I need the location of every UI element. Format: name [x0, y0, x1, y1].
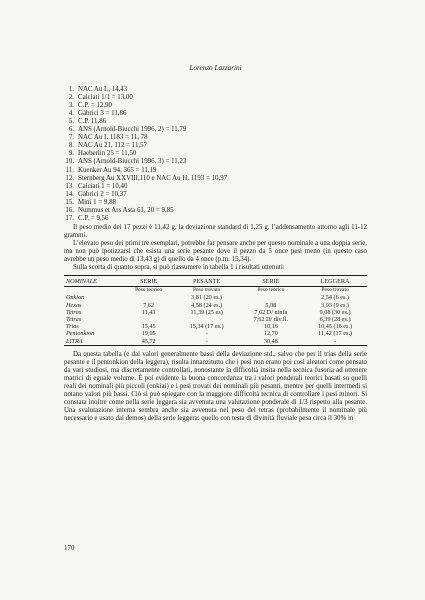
list-number: 9.	[68, 150, 74, 158]
table-row	[64, 294, 367, 301]
list-number: 2.	[68, 94, 74, 102]
list-text: NAC Au 21, 112 = 11,57	[78, 142, 148, 150]
table-cell: 7,62 D/ ninfa	[254, 308, 288, 316]
list-text: Gàbrici 2 = 10,37	[78, 190, 127, 198]
list-number: 3.	[68, 102, 74, 110]
table-cell: 10,45 (16 es.)	[318, 323, 353, 331]
table-row	[64, 338, 367, 346]
list-text: Sternberg Au XXVIII,110 e NAC Au H, 1193 = 10,97	[78, 174, 228, 182]
table-cell: 7,62	[143, 301, 155, 309]
list-item	[64, 199, 367, 207]
list-number: 6.	[68, 126, 74, 134]
list-text: Haeberlin 25 = 11,50	[78, 150, 137, 158]
table-cell: 5,08	[265, 301, 277, 309]
table-cell	[123, 294, 175, 301]
table-cell: 30,48	[239, 338, 304, 346]
list-text: C.P. = 9,56	[78, 214, 109, 222]
table-header: PESANTE	[175, 276, 239, 287]
list-number: 13.	[65, 182, 74, 190]
table-cell: 12,70	[263, 330, 278, 338]
table-cell	[239, 294, 304, 301]
list-number: 16.	[65, 206, 74, 214]
table-cell: 19,05	[141, 330, 156, 338]
list-text: C.P. 11,86	[78, 118, 107, 126]
table-cell	[175, 316, 239, 323]
list-text: NAC Au I, 1183 = 11, 78	[78, 134, 148, 142]
paragraph-double-series: L’elevato peso dei primi tre esemplari, potrebbe far pensare anche per questo nominale a una doppia serie, ma non può ipotizzarsi che esista una serie pesante dove il pezzo da 5 once pesi meno (in questo caso avrebbe un peso medio di 13,43 g) di quello da 4 once (p.m. 15,34).	[64, 239, 367, 264]
list-item	[64, 215, 367, 223]
table-row	[64, 309, 367, 316]
list-text: ANS (Arnold-Biucchi 1996, 3) = 11,23	[78, 158, 187, 166]
list-number: 11.	[65, 166, 74, 174]
table-cell: 3,81 (20 es.)	[191, 294, 223, 302]
list-item	[64, 150, 367, 158]
list-text: NAC Au L, 14,43	[78, 86, 128, 94]
table-row	[64, 330, 367, 337]
table-cell: Hexas	[66, 301, 82, 309]
table-cell: 2,54 (6 es.)	[321, 294, 349, 302]
list-item	[64, 158, 367, 166]
table-cell: -	[303, 338, 367, 346]
list-number: 17.	[65, 214, 74, 222]
list-text: Calciati 1/1 = 13,00	[78, 94, 133, 102]
list-number: 10.	[65, 158, 74, 166]
table-cell: 11,42 (17 es.)	[318, 330, 352, 338]
list-item	[64, 175, 367, 183]
table-cell: 4,58 (24 es.)	[191, 301, 223, 309]
table-subheader-row	[64, 287, 367, 295]
list-item	[64, 142, 367, 150]
results-table	[64, 275, 367, 346]
list-number: 12.	[65, 174, 74, 182]
list-text: Calciati 1 = 10,40	[78, 182, 128, 190]
table-header: SERIE	[123, 276, 175, 287]
list-item	[64, 207, 367, 215]
table-cell: Pentonkion	[66, 330, 95, 338]
table-cell: Onkion	[66, 294, 85, 302]
list-number: 15.	[65, 198, 74, 206]
list-number: 8.	[68, 142, 74, 150]
table-cell: 11,43	[141, 308, 156, 316]
list-number: 14.	[65, 190, 74, 198]
list-item	[64, 102, 367, 110]
list-item	[64, 134, 367, 142]
list-item	[64, 183, 367, 191]
table-cell: 11,39 (25 es)	[190, 308, 223, 316]
list-text: C.P. = 12,90	[78, 102, 112, 110]
list-item	[64, 191, 367, 199]
table-cell	[123, 316, 175, 323]
list-text: Mini 1 = 9,88	[78, 198, 116, 206]
table-header: NOMINALE	[64, 276, 123, 287]
table-subheader: Peso trovato	[321, 287, 349, 294]
list-number: 7.	[68, 134, 74, 142]
table-header-row	[64, 276, 367, 287]
table-subheader: Peso trovato	[192, 287, 221, 294]
table-cell: 15,45	[141, 323, 156, 331]
list-text: Gàbrici 3 = 11,86	[78, 110, 127, 118]
list-number: 1.	[68, 86, 74, 94]
list-item	[64, 94, 367, 102]
table-cell: 9,08 (30 es.)	[319, 308, 351, 316]
table-cell: LITRA	[64, 338, 123, 346]
list-item	[64, 110, 367, 118]
table-cell: 3,93 (9 es.)	[321, 301, 349, 309]
weights-list	[64, 86, 367, 223]
table-cell: 45,72	[123, 338, 175, 346]
table-cell: Tetras	[66, 315, 82, 323]
table-header: SERIE	[239, 276, 304, 287]
table-subheader	[64, 287, 123, 295]
table-cell: -	[175, 338, 239, 346]
list-text: Kuenker Au 94, 365 = 11,19	[78, 166, 157, 174]
table-row	[64, 316, 367, 323]
table-subheader: Peso teorico	[135, 287, 163, 294]
running-head: Lorenzo Lazzarini	[189, 64, 242, 72]
page-number: 170	[64, 544, 75, 552]
list-text: Nummus et Ars Asta 61, 20 = 9,85	[78, 206, 174, 214]
table-cell: 7,62 D/ div.fl.	[253, 315, 289, 323]
list-item	[64, 126, 367, 134]
table-subheader: Peso teorico	[257, 287, 285, 294]
table-cell: -	[205, 330, 208, 338]
table-header: LEGGERA	[303, 276, 367, 287]
paragraph-analysis: Da questa tabella (e dai valori generalmente bassi della deviazione std., salvo che per il trias della serie pesante e il pentonkion della leggera), risulta innanzitutto che i pesi non erano poi così aleatori come pensato da vari studiosi, ma discretamente controllati, nonostante la difficoltà insita nella tecnica fusoria ad ottenere matrici di eguale volume. È poi evidente la buona concordanza tra i valori ponderali teorici basati su quelli reali dei nominali più piccoli (onkiai) e i pesi trovati dei nominali più pesanti, mentre per quelli intermedi si notano valori più bassi. Ciò si può spiegare con la maggiore difficoltà tecnica di controllare i pesi minori. Si constata inoltre come nella serie leggera sia avvenuta una valutazione ponderale di 1/3 rispetto alla pesante. Una svalutazione interna sembra anche sia avvenuta nel peso del tetras (probabilmente il nominale più necessario e usato dal demos) della serie leggera: quello con testa di divinità fluviale pesa circa il 30% in	[64, 350, 367, 423]
list-item	[64, 86, 367, 94]
table-cell: Tetras	[66, 308, 82, 316]
table-row	[64, 302, 367, 309]
table-row	[64, 323, 367, 330]
list-text: ANS (Arnold-Biucchi 1996, 2) = 11,79	[78, 126, 187, 134]
table-cell: 6,39 (28 es.)	[319, 315, 351, 323]
list-item	[64, 118, 367, 126]
list-item	[64, 167, 367, 175]
list-number: 5.	[68, 118, 74, 126]
paragraph-mean-weight: Il peso medio dei 17 pezzi è 11,42 g, la deviazione standard di 1,25 g, l’addensamento attorno agli 11-12 grammi.	[64, 223, 367, 239]
table-cell: 15,34 (17 es.)	[189, 323, 224, 331]
paragraph-table-intro: Sulla scorta di quanto sopra, si può riassumere in tabella 1 i risultati ottenuti:	[73, 264, 285, 272]
table-cell: 10,16	[263, 323, 278, 331]
list-number: 4.	[68, 110, 74, 118]
table-cell: Trias	[66, 323, 79, 331]
